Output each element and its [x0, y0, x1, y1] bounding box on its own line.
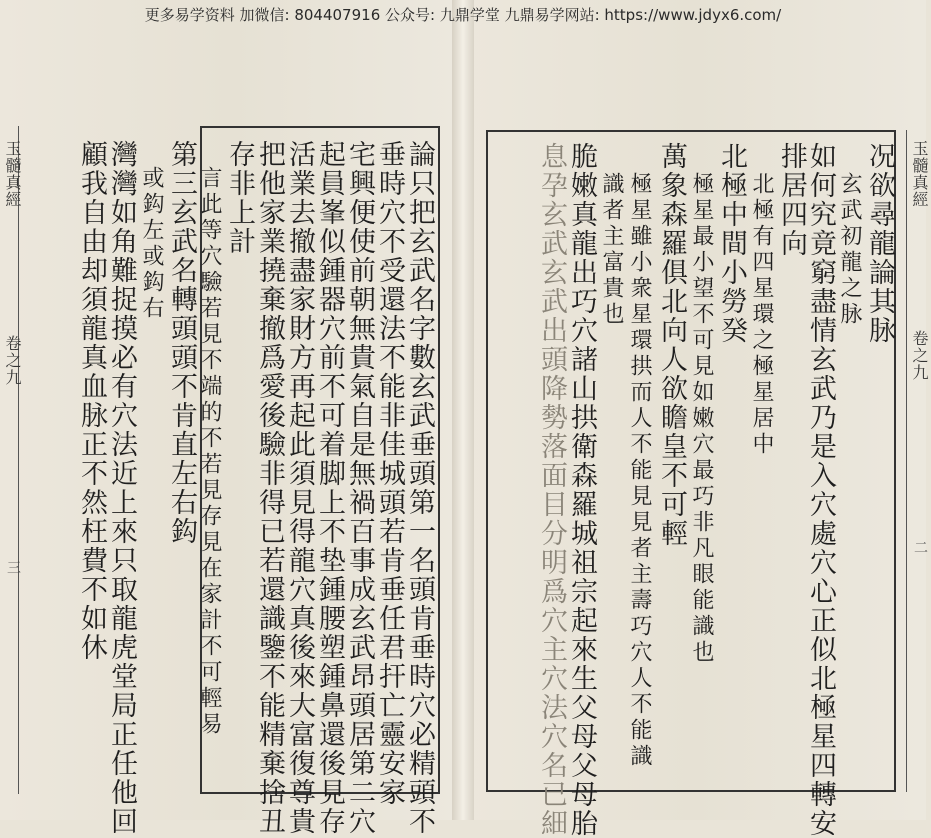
right-col-9: 極星雖小衆星環拱而人不能見見者主壽巧穴人不能識: [627, 172, 652, 770]
right-col-12: 息孕玄武玄武出頭降勢落面目分明爲穴主穴法穴名已細: [536, 142, 567, 838]
left-col-1: 論只把玄武名字數玄武垂頭第一名頭肯垂時穴必精頭不: [404, 140, 435, 836]
watermark-text: 更多易学资料 加微信: 804407916 公众号: 九鼎学堂 九鼎易学网站: https://www.jdyx6.com/: [144, 6, 782, 24]
right-col-6: 北極中間小勞癸: [716, 142, 747, 345]
right-col-4: 排居四向: [776, 142, 807, 258]
left-col-3: 宅興便使前朝無貴氣自是無禍百事成玄武昂頭居第二穴: [344, 140, 375, 836]
left-page: [0, 0, 462, 836]
left-col-10: 或鈎左或鈎右: [139, 166, 164, 322]
left-col-7: 存非上計: [224, 140, 255, 256]
book-gutter: [452, 0, 474, 820]
right-folio-number: 二: [912, 540, 928, 554]
right-col-10: 識者主富貴也: [599, 172, 624, 328]
right-margin-title: 玉髓真經: [910, 140, 929, 208]
right-col-11: 脆嫩真龍出巧穴諸山拱衛森羅城祖宗起來生父母父母胎: [566, 142, 597, 838]
right-margin-volume: 卷之九: [910, 330, 929, 381]
left-col-2: 垂時穴不受還法不能非佳城頭若肯垂任君扞亡靈安家: [374, 140, 405, 807]
left-col-8: 言此等穴驗若見不端的不若見存見在家計不可輕易: [197, 166, 222, 738]
left-col-5: 活業去撤盡家財方再起此須見得龍穴真後來大富復尊貴: [284, 140, 315, 836]
right-col-8: 萬象森羅俱北向人欲瞻皇不可輕: [656, 142, 687, 548]
left-col-12: 顧我自由却須龍真血脉正不然枉費不如休: [76, 140, 107, 662]
left-col-9: 第三玄武名轉頭頭不肯直左右鈎: [166, 140, 197, 546]
right-col-2: 玄武初龍之脉: [837, 172, 862, 328]
left-col-6: 把他家業撓棄撤爲愛後驗非得已若還識鑒不能精棄捨丑: [254, 140, 285, 836]
left-page-margin-strip: [0, 126, 19, 794]
right-col-7: 極星最小望不可見如嫩穴最巧非凡眼能識也: [689, 172, 714, 666]
left-folio-number: 三: [5, 560, 21, 574]
right-col-5: 北極有四星環之極星居中: [749, 172, 774, 458]
left-margin-title: 玉髓真經: [3, 140, 22, 208]
left-margin-volume: 卷之九: [3, 335, 22, 386]
right-page: [462, 0, 929, 838]
right-col-1: 况欲尋龍論其脉: [864, 142, 895, 345]
right-page-margin-strip: [906, 130, 927, 792]
left-col-11: 灣灣如角難捉摸必有穴法近上來只取龍虎堂局正任他回: [106, 140, 137, 836]
left-col-4: 起員峯似鍾器穴前不可着脚上不垫鍾腰塑鍾鼻還後見存: [314, 140, 345, 836]
right-col-3: 如何究竟窮盡情玄武乃是入穴處穴心正似北極星四轉安: [805, 142, 836, 838]
